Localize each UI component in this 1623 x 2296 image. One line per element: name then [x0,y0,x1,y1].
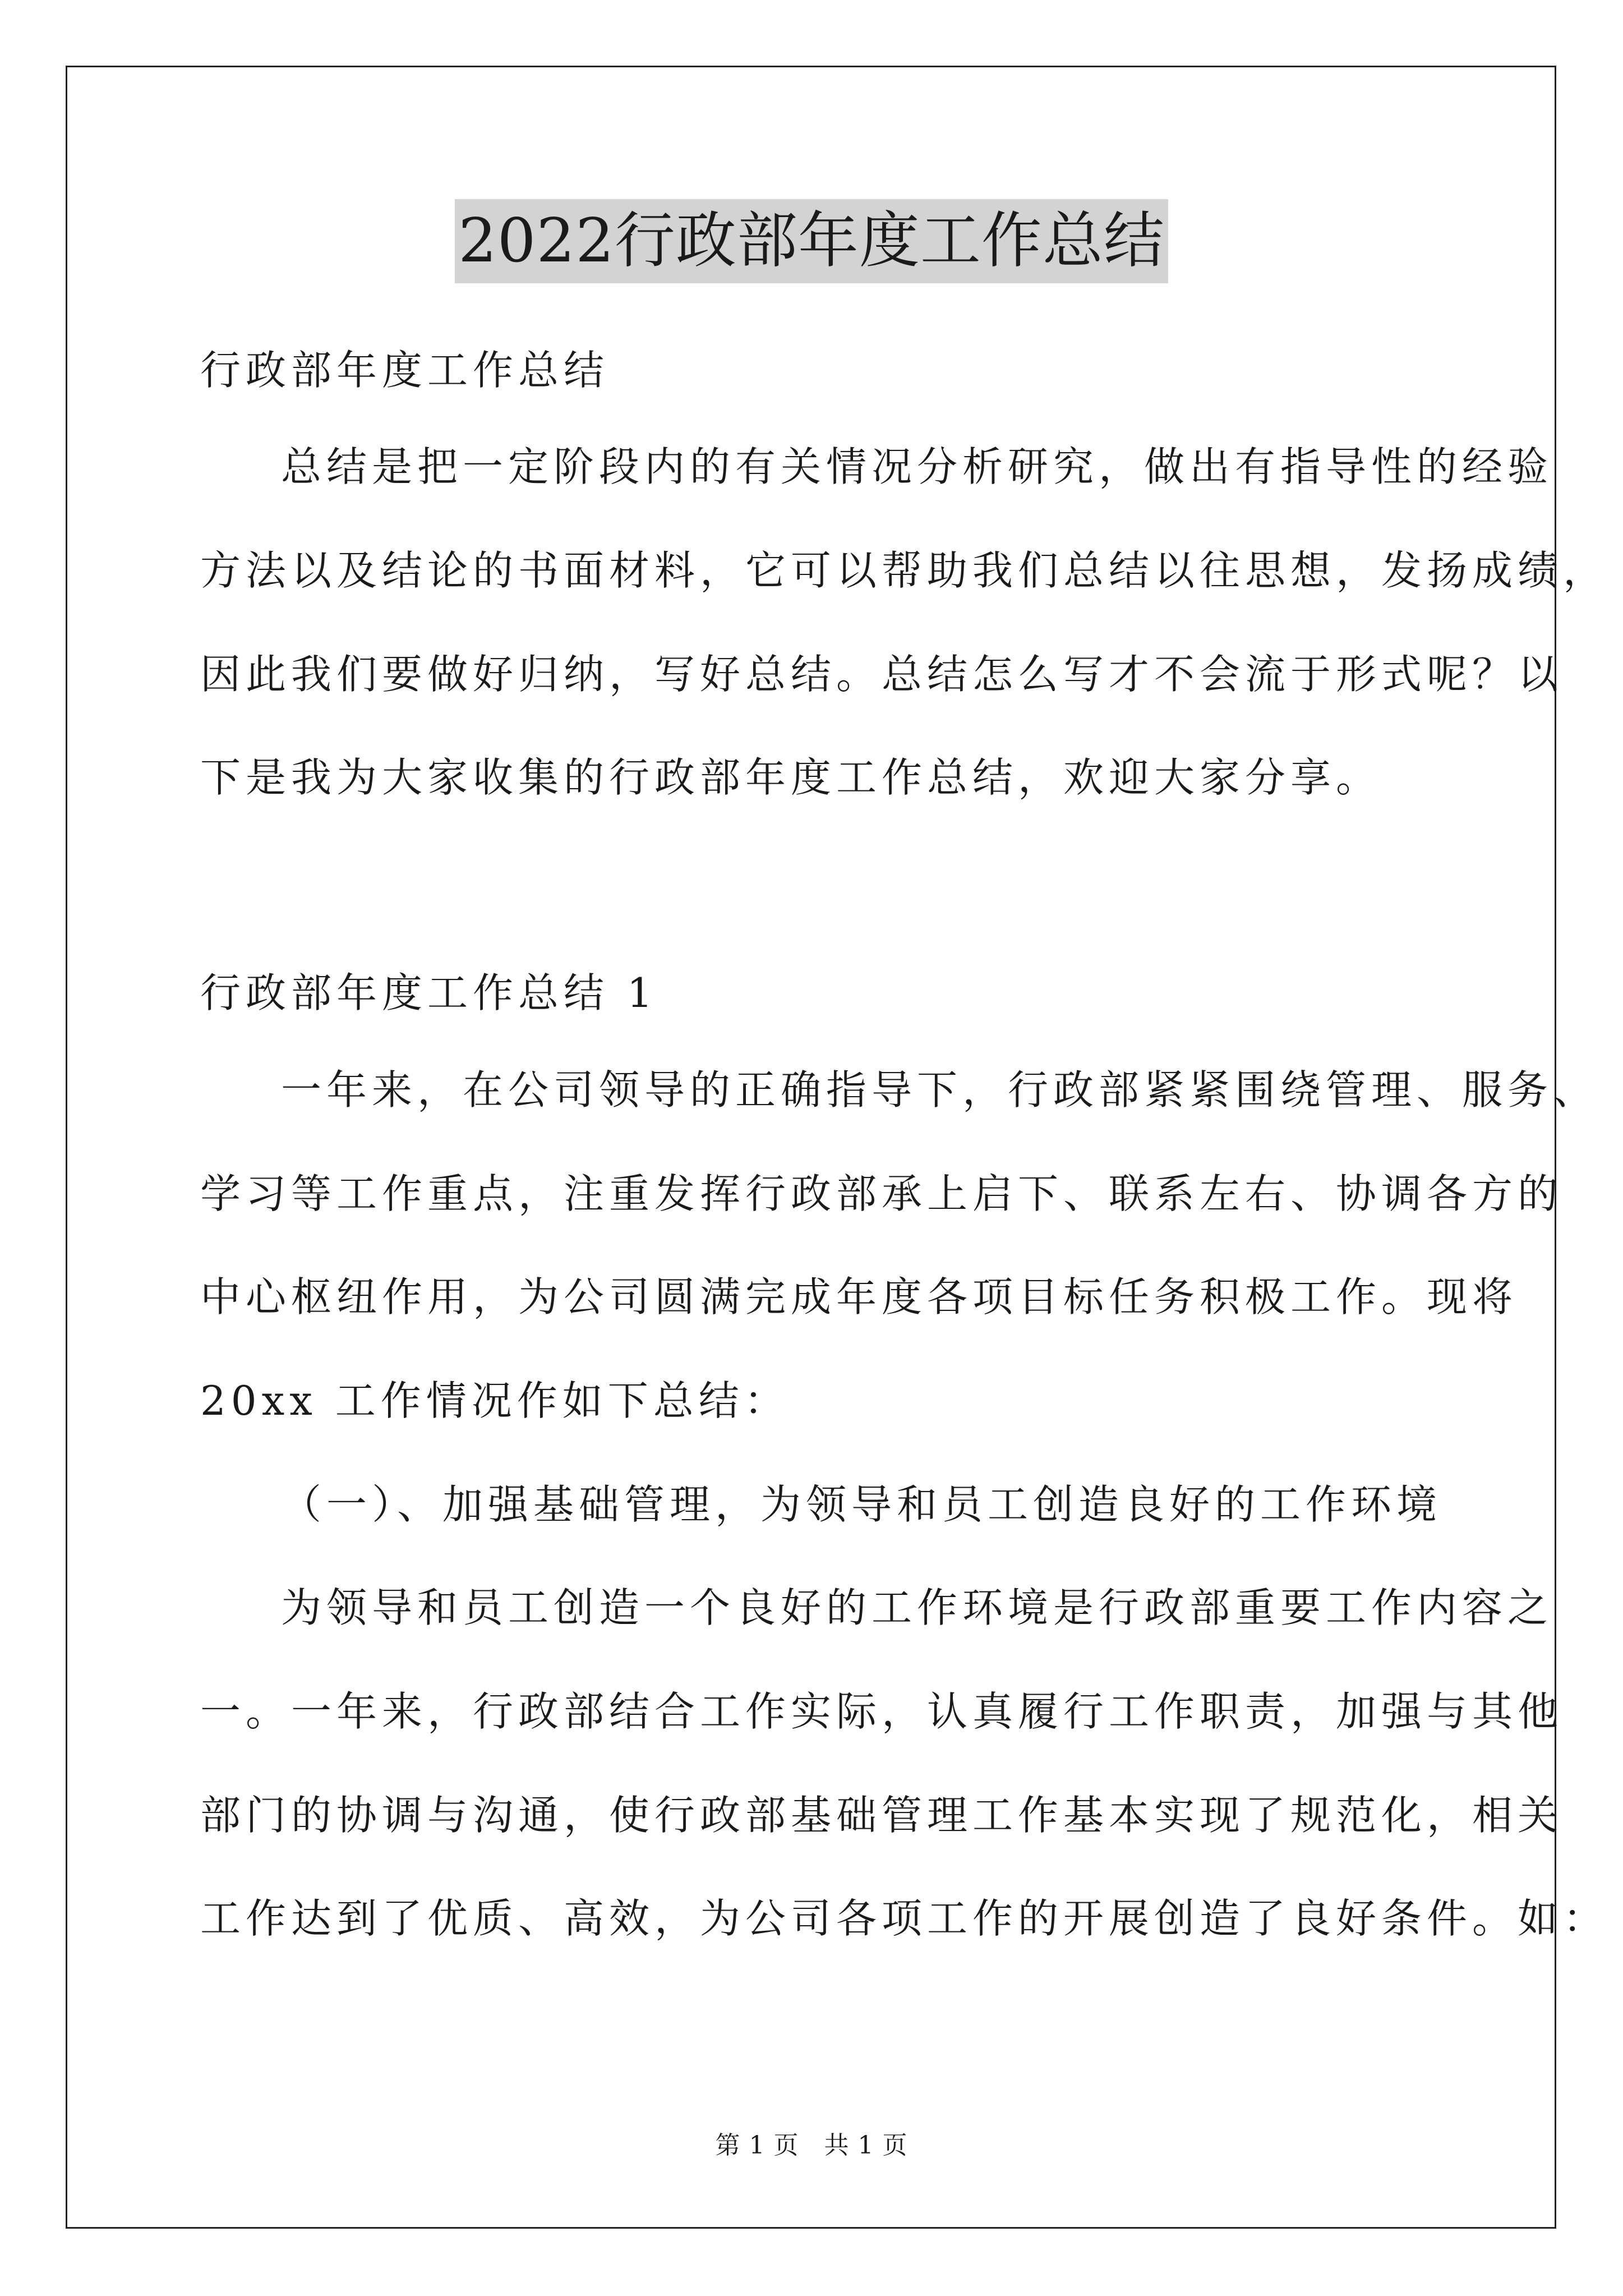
paragraph-line: 为领导和员工创造一个良好的工作环境是行政部重要工作内容之 [281,1584,1553,1631]
title-container [0,199,1623,283]
heading-section: 行政部年度工作总结 1 [200,969,658,1016]
paragraph-line: 学习等工作重点，注重发挥行政部承上启下、联系左右、协调各方的 [200,1170,1564,1217]
paragraph-line: 工作达到了优质、高效，为公司各项工作的开展创造了良好条件。如： [200,1895,1609,1942]
subheading: （一）、加强基础管理，为领导和员工创造良好的工作环境 [281,1481,1442,1528]
document-title: 2022行政部年度工作总结 [455,199,1168,283]
paragraph-line: 一。一年来，行政部结合工作实际，认真履行工作职责，加强与其他 [200,1688,1564,1735]
paragraph-line: 部门的协调与沟通，使行政部基础管理工作基本实现了规范化，相关 [200,1792,1564,1839]
paragraph-line: 方法以及结论的书面材料，它可以帮助我们总结以往思想，发扬成绩， [200,547,1609,594]
paragraph-line: 中心枢纽作用，为公司圆满完成年度各项目标任务积极工作。现将 [200,1273,1518,1320]
page-footer: 第 1 页 共 1 页 [715,2131,908,2160]
paragraph-line: 总结是把一定阶段内的有关情况分析研究，做出有指导性的经验 [281,443,1553,490]
paragraph-line: 20xx 工作情况作如下总结： [200,1377,790,1424]
heading-section: 行政部年度工作总结 [200,347,610,394]
paragraph-line: 下是我为大家收集的行政部年度工作总结，欢迎大家分享。 [200,754,1382,801]
paragraph-line: 一年来，在公司领导的正确指导下，行政部紧紧围绕管理、服务、 [281,1066,1599,1114]
paragraph-line: 因此我们要做好归纳，写好总结。总结怎么写才不会流于形式呢？以 [200,651,1564,698]
